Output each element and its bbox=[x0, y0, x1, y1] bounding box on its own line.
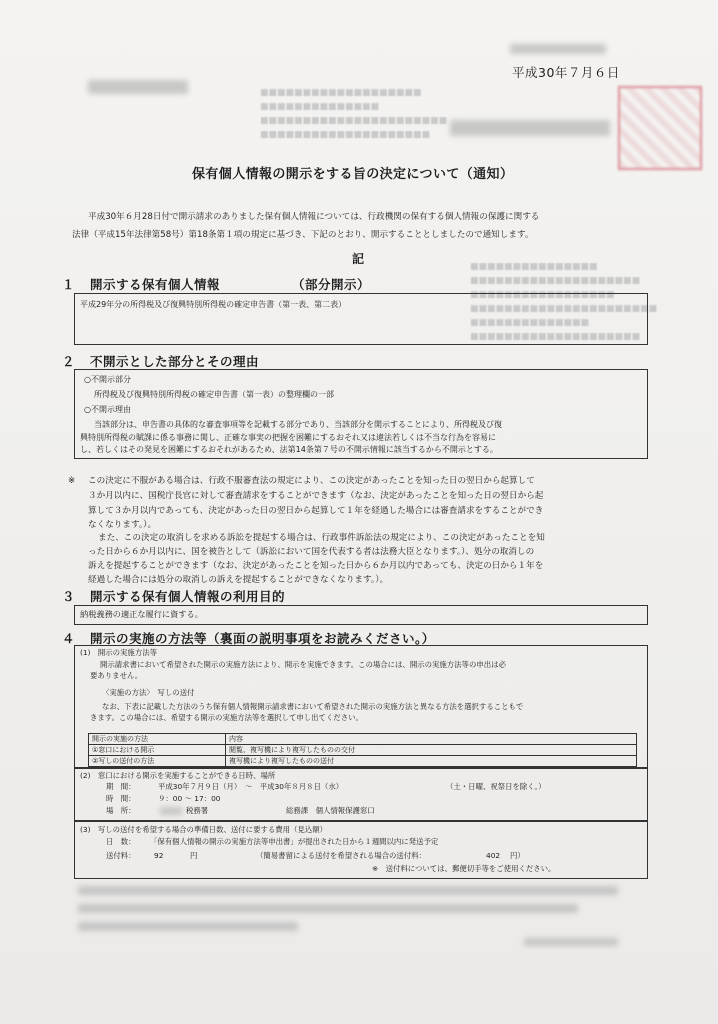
section-4-part-1-line-1: 開示請求書において希望された開示の実施方法により、開示を実施できます。この場合には、開示の実施方法等の申出は必 bbox=[100, 660, 506, 669]
section-2-label-reason: ○不開示理由 bbox=[84, 405, 131, 414]
section-1-content: 平成29年分の所得税及び復興特別所得税の確定申告書（第一表、第二表） bbox=[80, 300, 347, 309]
redacted-issuer-name bbox=[450, 120, 610, 136]
place-office: 税務署 bbox=[186, 806, 209, 815]
official-seal bbox=[618, 86, 702, 170]
section-2-title: 不開示とした部分とその理由 bbox=[90, 354, 260, 369]
note-line-1: この決定に不服がある場合は、行政不服審査法の規定により、この決定があったことを知った日の翌日から起算して bbox=[88, 476, 535, 486]
intro-line-2: 法律（平成15年法律第58号）第18条第１項の規定に基づき、下記のとおり、開示することとしましたので通知します。 bbox=[72, 230, 534, 240]
fee-registered-note: （簡易書留による送付を希望される場合の送付料： bbox=[256, 851, 426, 860]
place-label: 場 所： bbox=[106, 806, 136, 815]
place-section: 総務課 個人情報保護窓口 bbox=[286, 806, 375, 815]
section-4-part-1-line-3: なお、下表に記載した方法のうち保有個人情報開示請求書において希望された開示の実施方法と異なる方法を選択することもで bbox=[102, 702, 524, 711]
redacted-recipient-name bbox=[88, 80, 188, 94]
redacted-document-number bbox=[510, 44, 606, 54]
section-4-part-1-line-4: きます。この場合には、希望する開示の実施方法等を選択して申し出てください。 bbox=[90, 713, 363, 722]
section-1-title: 開示する保有個人情報 bbox=[90, 277, 221, 292]
fee-registered-value: 402 bbox=[486, 851, 501, 860]
note-line-3: 算して３か月以内であっても、決定があった日の翌日から起算して１年を経過した場合には審査請求をすることができ bbox=[88, 506, 544, 516]
section-2-reason-line-2: 興特別所得税の賦課に係る事務に関し、正確な事実の把握を困難にするおそれ又は違法若しくは不当な行為を容易に bbox=[80, 433, 496, 442]
section-4-part-1-line-2: 要ありません。 bbox=[90, 671, 143, 680]
note-line-2: ３か月以内に、国税庁長官に対して審査請求をすることができます（なお、決定があったことを知った日の翌日から起 bbox=[88, 491, 544, 501]
method-table-cell: 閲覧、複写機により複写したものの交付 bbox=[226, 745, 637, 756]
note-line-7: 訴えを提起することができます（なお、決定があったことを知った日から６か月以内であっても、決定の日から１年を bbox=[88, 561, 544, 571]
section-4-part-2-heading: (2) 窓口における開示を実施することができる日時、場所 bbox=[80, 771, 276, 780]
redacted-contact-line-2 bbox=[78, 904, 578, 913]
fee-value: 92 bbox=[154, 851, 164, 860]
note-line-4: なくなります。）。 bbox=[88, 520, 157, 530]
document-date: 平成30年７月６日 bbox=[512, 65, 620, 80]
period-note: （土・日曜、祝祭日を除く。） bbox=[446, 782, 546, 791]
intro-line-1: 平成30年６月28日付で開示請求のありました保有個人情報については、行政機関の保有する個人情報の保護に関する bbox=[88, 212, 540, 222]
section-3-content: 納税義務の適正な履行に資する。 bbox=[80, 609, 203, 619]
section-1-number: １ bbox=[62, 277, 76, 292]
days-value: 「保有個人情報の開示の実施方法等申出書」が提出された日から１週間以内に発送予定 bbox=[150, 837, 439, 846]
reverse-side-show-through-2: ■■■■■■■■■■■■■■■ ■■■■■■■■■■■■■■■■■■■■ ■■■■■■■■■■■■■■■■■ ■■■■■■■■■■■■■■■■■■■■■■ ■■■■■■■■■■■■■■ ■■■■■■■■■■■■■■■■■■■■ bbox=[470, 262, 658, 342]
reverse-side-show-through: ■■■■■■■■■■■■■■■■■■■ ■■■■■■■■■■■■■■ ■■■■■■■■■■■■■■■■■■■■■■ ■■■■■■■■■■■■■■■■■■■■ bbox=[260, 88, 448, 140]
section-4-method-label: 〈実施の方法〉 写しの送付 bbox=[102, 688, 195, 697]
note-line-5: また、この決定の取消しを求める訴訟を提起する場合は、行政事件訴訟法の規定により、この決定があったことを知 bbox=[98, 533, 545, 543]
section-2-reason-line-1: 当該部分は、申告書の具体的な審査事項等を記載する部分であり、当該部分を開示することにより、所得税及び復 bbox=[94, 420, 502, 429]
section-4-part-1-heading: (1) 開示の実施方法等 bbox=[80, 648, 157, 657]
method-table bbox=[88, 733, 637, 767]
period-label: 期 間： bbox=[106, 782, 136, 791]
redacted-contact-line-1 bbox=[78, 886, 618, 895]
ki-heading: 記 bbox=[352, 252, 365, 266]
document-title: 保有個人情報の開示をする旨の決定について（通知） bbox=[192, 167, 514, 182]
days-label: 日 数： bbox=[106, 837, 136, 846]
section-4-title: 開示の実施の方法等（裏面の説明事項をお読みください。） bbox=[90, 631, 435, 646]
section-2-label-nondisclosed: ○不開示部分 bbox=[84, 375, 131, 384]
method-table-cell: ②写しの送付の方法 bbox=[89, 756, 226, 767]
method-table-header-content: 内容 bbox=[226, 734, 637, 745]
redacted-contact-line-3 bbox=[78, 922, 298, 931]
section-4-number: ４ bbox=[62, 631, 76, 646]
fee-label: 送付料： bbox=[106, 851, 136, 860]
section-3-title: 開示する保有個人情報の利用目的 bbox=[90, 589, 286, 604]
fee-footnote: ※ 送付料については、郵便切手等をご使用ください。 bbox=[372, 864, 556, 873]
method-table-row bbox=[89, 756, 637, 767]
method-table-cell: ①窓口における開示 bbox=[89, 745, 226, 756]
redacted-page-footer bbox=[524, 938, 618, 946]
fee-unit: 円 bbox=[190, 851, 198, 860]
section-4-part-3-heading: (3) 写しの送付を希望する場合の準備日数、送付に要する費用（見込額） bbox=[80, 825, 327, 834]
time-value: ９：00 ～ 17：00 bbox=[158, 794, 221, 803]
section-3-number: ３ bbox=[62, 589, 76, 604]
section-2-number: ２ bbox=[62, 354, 76, 369]
method-table-cell: 複写機により複写したものの送付 bbox=[226, 756, 637, 767]
period-value: 平成30年７月９日（月） ～ 平成30年８月８日（水） bbox=[158, 782, 344, 791]
redacted-tax-office-name bbox=[160, 807, 182, 815]
note-line-6: った日から６か月以内に、国を被告として（訴訟において国を代表する者は法務大臣となります。）、処分の取消しの bbox=[88, 547, 535, 557]
method-table-row bbox=[89, 745, 637, 756]
section-2-nondisclosed-part: 所得税及び復興特別所得税の確定申告書（第一表）の整理欄の一部 bbox=[94, 390, 334, 399]
method-table-header-row bbox=[89, 734, 637, 745]
time-label: 時 間： bbox=[106, 794, 136, 803]
note-mark: ※ bbox=[68, 476, 76, 486]
section-1-subtitle: （部分開示） bbox=[292, 277, 371, 292]
fee-registered-unit: 円） bbox=[510, 851, 525, 860]
method-table-header-method: 開示の実施の方法 bbox=[89, 734, 226, 745]
note-line-8: 経過した場合には処分の取消しの訴えを提起することができなくなります。）。 bbox=[88, 575, 389, 585]
section-2-reason-line-3: し、若しくはその発見を困難にするおそれがあるため、法第14条第７号の不開示情報に該当するから不開示とする。 bbox=[80, 445, 498, 454]
